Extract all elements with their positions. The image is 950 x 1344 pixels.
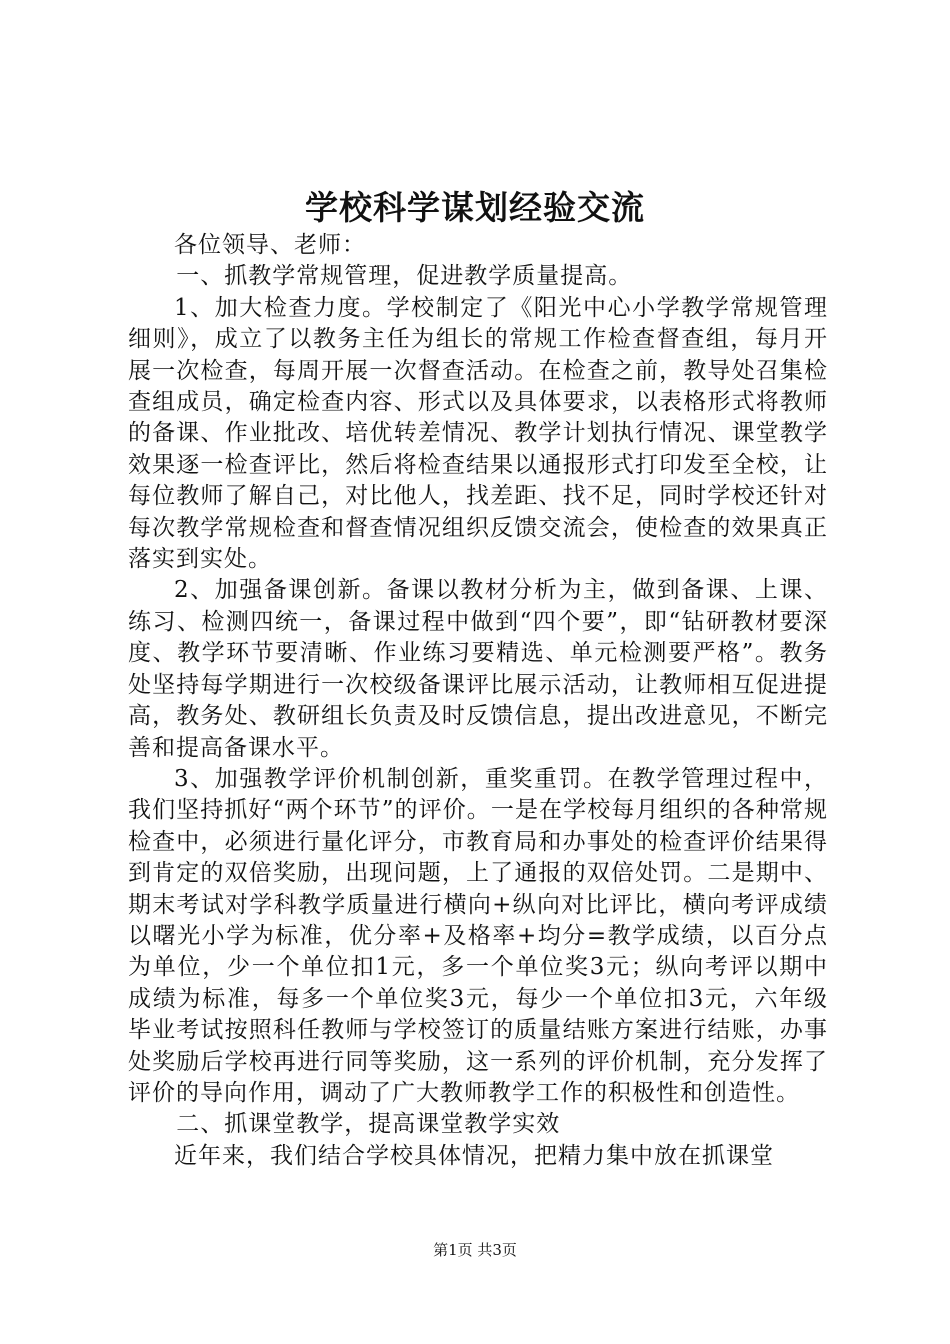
section-heading-2: 二、抓课堂教学，提高课堂教学实效 [176,1111,561,1138]
document-body [128,230,828,1172]
section-heading-1: 一、抓教学常规管理，促进教学质量提高。 [176,263,633,290]
paragraph-inspection: 1、加大检查力度。学校制定了《阳光中心小学教学常规管理细则》，成立了以教务主任为组长的常规工作检查督查组，每月开展一次检查，每周开展一次督查活动。在检查之前，教导处召集检查组成员，确定检查内容、形式以及具体要求，以表格形式将教师的备课、作业批改、培优转差情况、教学计划执行情况、课堂教学效果逐一检查评比，然后将检查结果以通报形式打印发至全校，让每位教师了解自己，对比他人，找差距、找不足，同时学校还针对每次教学常规检查和督查情况组织反馈交流会，使检查的效果真正落实到实处。 [128,294,828,573]
salutation: 各位领导、老师： [174,232,366,258]
document-title: 学校科学谋划经验交流 [305,188,645,227]
paragraph-lesson-prep: 2、加强备课创新。备课以教材分析为主，做到备课、上课、练习、检测四统一，备课过程中做到“四个要”，即“钻研教材要深度、教学环节要清晰、作业练习要精选、单元检测要严格”。教务处坚持每学期进行一次校级备课评比展示活动，让教师相互促进提高，教务处、教研组长负责及时反馈信息，提出改进意见，不断完善和提高备课水平。 [128,577,828,761]
paragraph-classroom: 近年来，我们结合学校具体情况，把精力集中放在抓课堂 [174,1142,774,1169]
page-footer: 第1页 共3页 [433,1241,517,1259]
paragraph-evaluation: 3、加强教学评价机制创新，重奖重罚。在教学管理过程中，我们坚持抓好“两个环节”的评价。一是在学校每月组织的各种常规检查中，必须进行量化评分，市教育局和办事处的检查评价结果得到肯定的双倍奖励，出现问题，上了通报的双倍处罚。二是期中、期末考试对学科教学质量进行横向+纵向对比评比，横向考评成绩以曙光小学为标准，优分率+及格率+均分=教学成绩，以百分点为单位，少一个单位扣1元，多一个单位奖3元；纵向考评以期中成绩为标准，每多一个单位奖3元，每少一个单位扣3元，六年级毕业考试按照科任教师与学校签订的质量结账方案进行结账，办事处奖励后学校再进行同等奖励，这一系列的评价机制，充分发挥了评价的导向作用，调动了广大教师教学工作的积极性和创造性。 [128,765,828,1106]
